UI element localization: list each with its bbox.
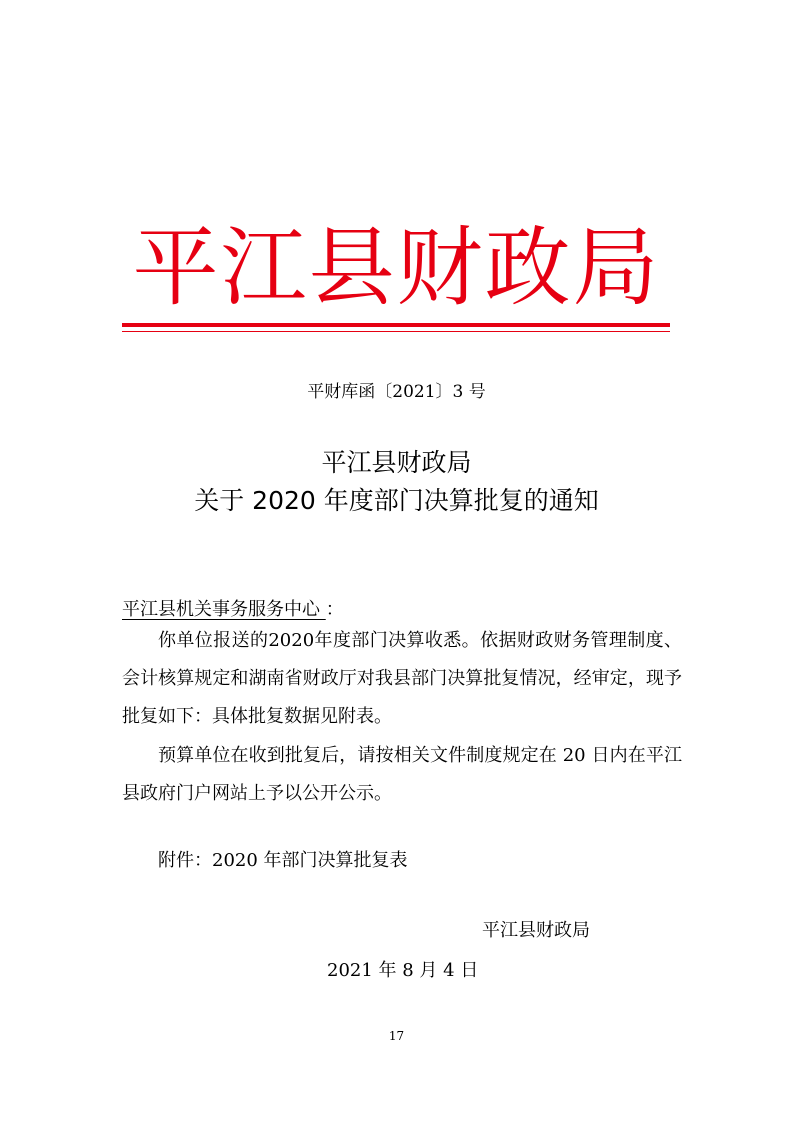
page-number: 17: [388, 1029, 405, 1043]
letterhead-red-rule-thick: [122, 323, 670, 327]
document-title: [0, 444, 793, 520]
body-paragraph-1: 你单位报送的2020年度部门决算收悉。依据财政财务管理制度、会计核算规定和湖南省财政厅对我县部门决算批复情况，经审定，现予批复如下：具体批复数据见附表。: [122, 630, 682, 727]
sign-date: 2021 年 8 月 4 日: [327, 960, 479, 981]
document-title-line2: 关于 2020 年度部门决算批复的通知: [194, 486, 599, 515]
addressee-name: 平江县机关事务服务中心: [122, 599, 326, 620]
document-title-line1: 平江县财政局: [321, 448, 472, 477]
letterhead-red-rule-thin: [122, 331, 670, 332]
letterhead-title: 平江县财政局: [132, 218, 661, 318]
addressee: [122, 597, 344, 623]
addressee-colon: ：: [325, 599, 344, 620]
signer: 平江县财政局: [482, 920, 590, 941]
attachment-line: 附件：2020 年部门决算批复表: [158, 850, 408, 871]
body-paragraph-2: 预算单位在收到批复后，请按相关文件制度规定在 20 日内在平江县政府门户网站上予以公开公示。: [122, 745, 682, 804]
document-number: 平财库函〔2021〕3 号: [307, 382, 486, 402]
